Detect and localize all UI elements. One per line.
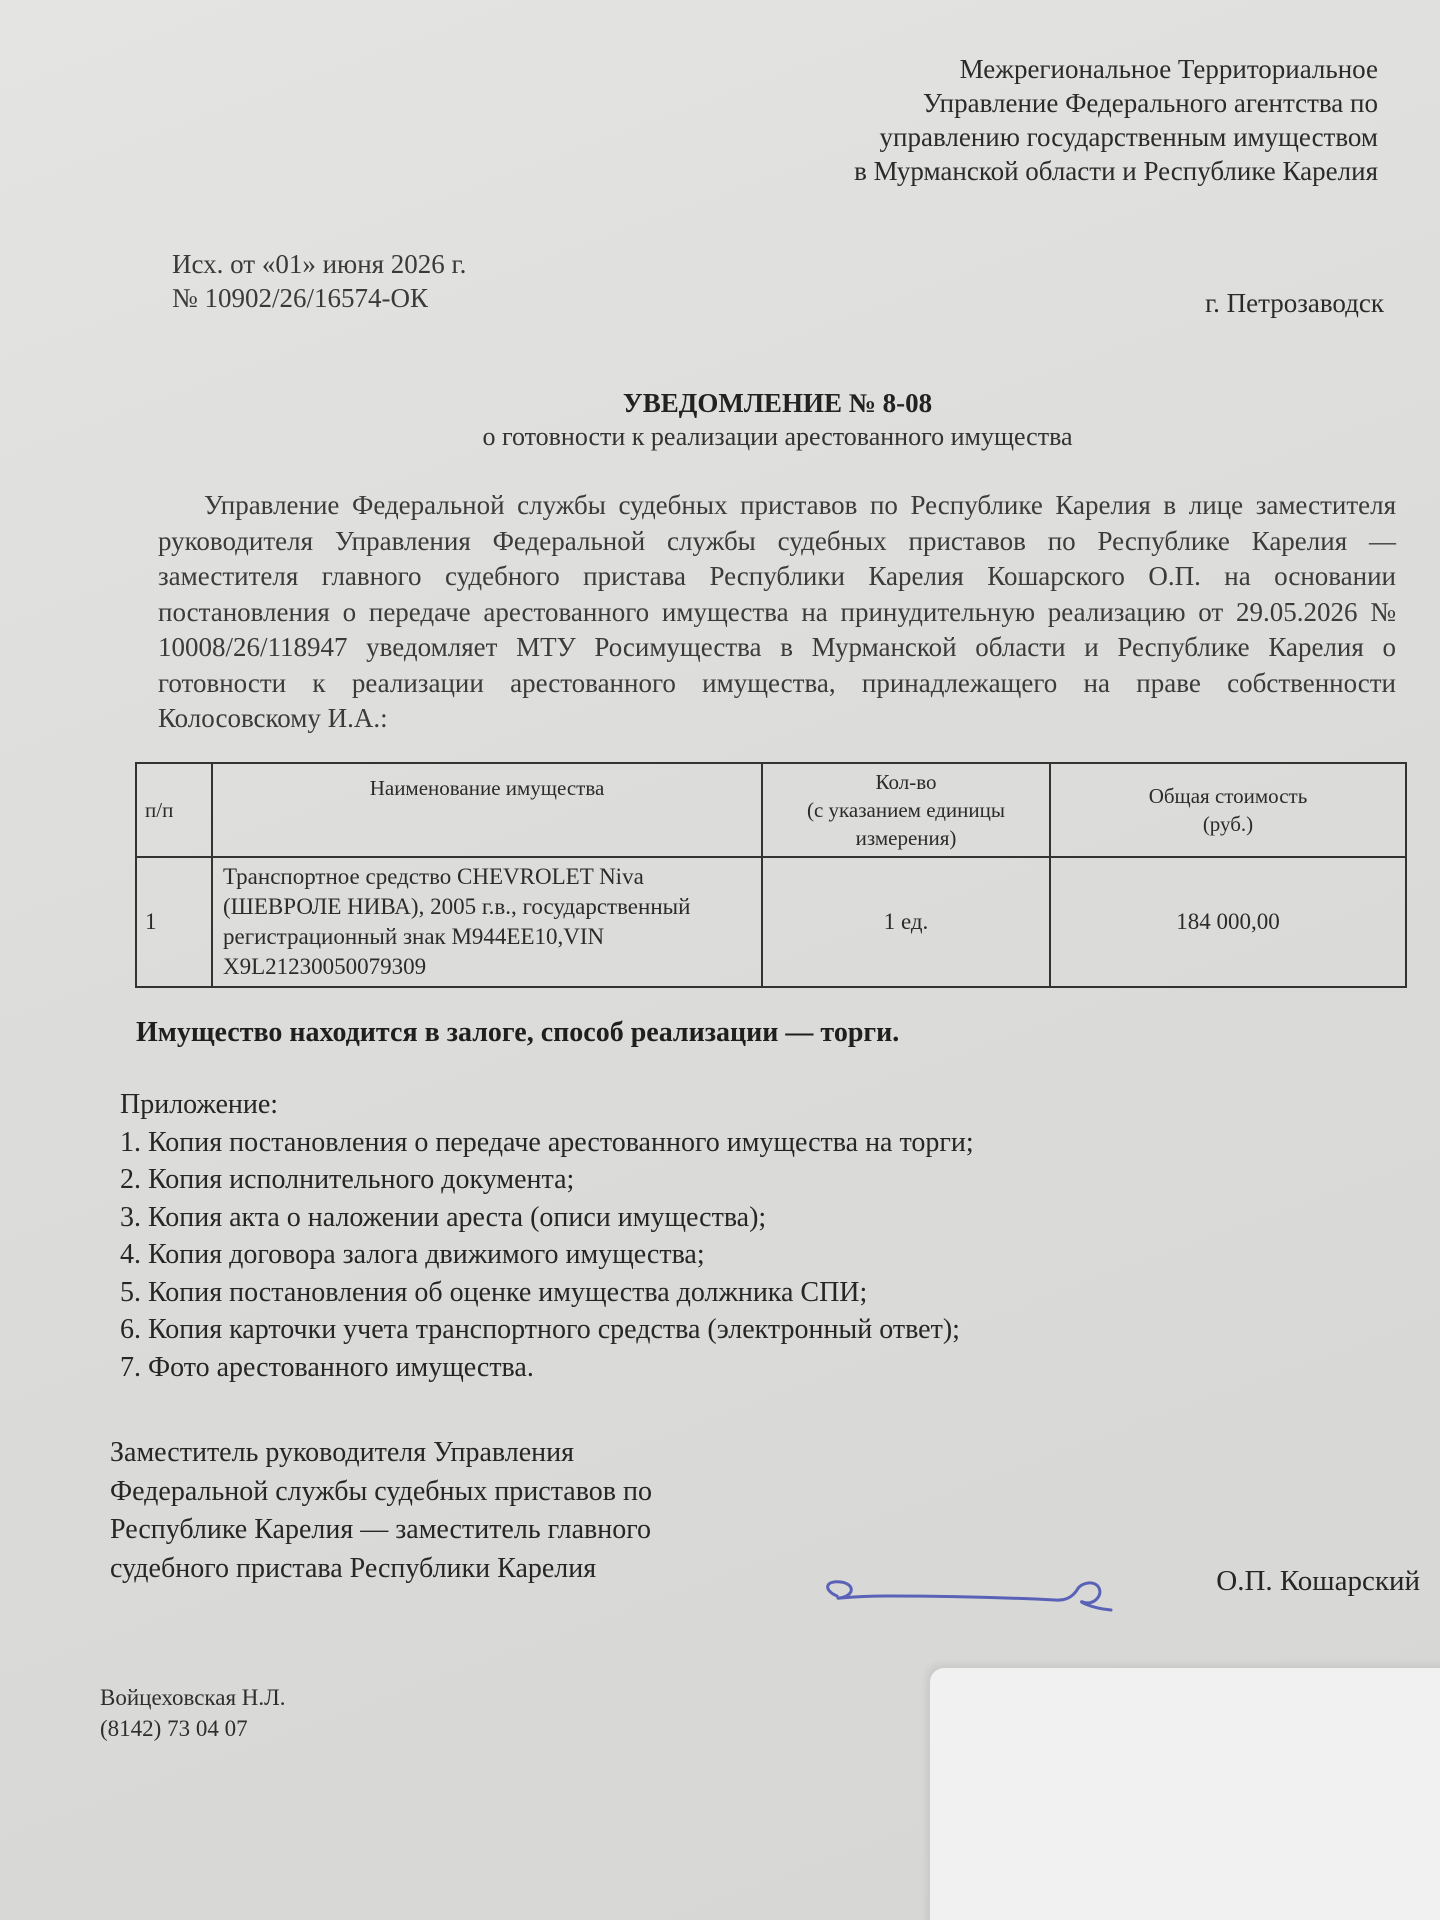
attachment-item: 4. Копия договора залога движимого имущества;: [120, 1239, 705, 1270]
overlapping-paper-sheet: [930, 1668, 1440, 1920]
recipient-block: [678, 52, 1378, 188]
handwritten-signature: [815, 1566, 1125, 1626]
outgoing-number: № 10902/26/16574-ОК: [172, 283, 429, 313]
signature-stroke: [828, 1582, 1111, 1610]
header-cost-text: Общая стоимость (руб.): [1148, 784, 1308, 836]
header-qty-text: Кол-во (с указанием единицы измерения): [806, 770, 1005, 850]
table-row: [136, 857, 1406, 987]
recipient-line: управлению государственным имуществом: [879, 122, 1378, 152]
notice-subtitle: о готовности к реализации арестованного имущества: [482, 422, 1073, 451]
attachment-item: 2. Копия исполнительного документа;: [120, 1164, 575, 1195]
row-qty: 1 ед.: [762, 857, 1050, 987]
pledge-note: Имущество находится в залоге, способ реализации — торги.: [136, 1017, 900, 1048]
signer-title-line: Заместитель руководителя Управления: [110, 1437, 575, 1468]
header-cost: [1050, 763, 1406, 857]
property-table: [135, 762, 1407, 988]
contact-block: [100, 1682, 286, 1744]
header-num: п/п: [136, 763, 212, 857]
outgoing-date: Исх. от «01» июня 2026 г.: [172, 249, 467, 279]
signer-title: [110, 1434, 652, 1588]
header-name: Наименование имущества: [212, 763, 762, 857]
city-label: г. Петрозаводск: [1205, 288, 1384, 318]
contact-name: Войцеховская Н.Л.: [100, 1685, 286, 1710]
attachments-list: [120, 1086, 974, 1386]
contact-phone: (8142) 73 04 07: [100, 1716, 248, 1741]
row-name: Транспортное средство CHEVROLET Niva (ШЕВРОЛЕ НИВА), 2005 г.в., государственный регистрационный знак М944ЕЕ10,VIN X9L21230050079309: [212, 857, 762, 987]
notice-title: УВЕДОМЛЕНИЕ № 8-08: [622, 388, 933, 418]
notice-body: Управление Федеральной службы судебных приставов по Республике Карелия в лице заместителя руководителя Управления Федеральной службы судебных приставов по Республике Карелия — заместителя главного судебного пристава Республики Карелия Кошарского О.П. на основании постановления о передаче арестованного имущества на принудительную реализацию от 29.05.2026 № 10008/26/118947 уведомляет МТУ Росимущества в Мурманской области и Республике Карелия о готовности к реализации арестованного имущества, принадлежащего на праве собственности Колосовскому И.А.:: [158, 490, 1396, 733]
attachments-heading: Приложение:: [120, 1089, 279, 1120]
signer-title-line: судебного пристава Республики Карелия: [110, 1552, 597, 1584]
table-header-row: [136, 763, 1406, 857]
attachment-item: 1. Копия постановления о передаче арестованного имущества на торги;: [120, 1126, 974, 1158]
signer-title-line: Федеральной службы судебных приставов по: [110, 1475, 652, 1507]
attachment-item: 7. Фото арестованного имущества.: [120, 1351, 534, 1383]
row-cost: 184 000,00: [1050, 857, 1406, 987]
recipient-line: Межрегиональное Территориальное: [959, 54, 1378, 84]
header-qty: [762, 763, 1050, 857]
recipient-line: в Мурманской области и Республике Карелия: [854, 156, 1378, 186]
attachment-item: 6. Копия карточки учета транспортного средства (электронный ответ);: [120, 1314, 960, 1345]
row-num: 1: [136, 857, 212, 987]
attachment-item: 5. Копия постановления об оценке имущества должника СПИ;: [120, 1276, 868, 1308]
attachment-item: 3. Копия акта о наложении ареста (описи имущества);: [120, 1201, 767, 1233]
recipient-line: Управление Федерального агентства по: [922, 88, 1378, 118]
signer-name: О.П. Кошарский: [1216, 1565, 1420, 1597]
outgoing-reference: [172, 247, 466, 315]
signer-title-line: Республике Карелия — заместитель главного: [110, 1514, 652, 1545]
